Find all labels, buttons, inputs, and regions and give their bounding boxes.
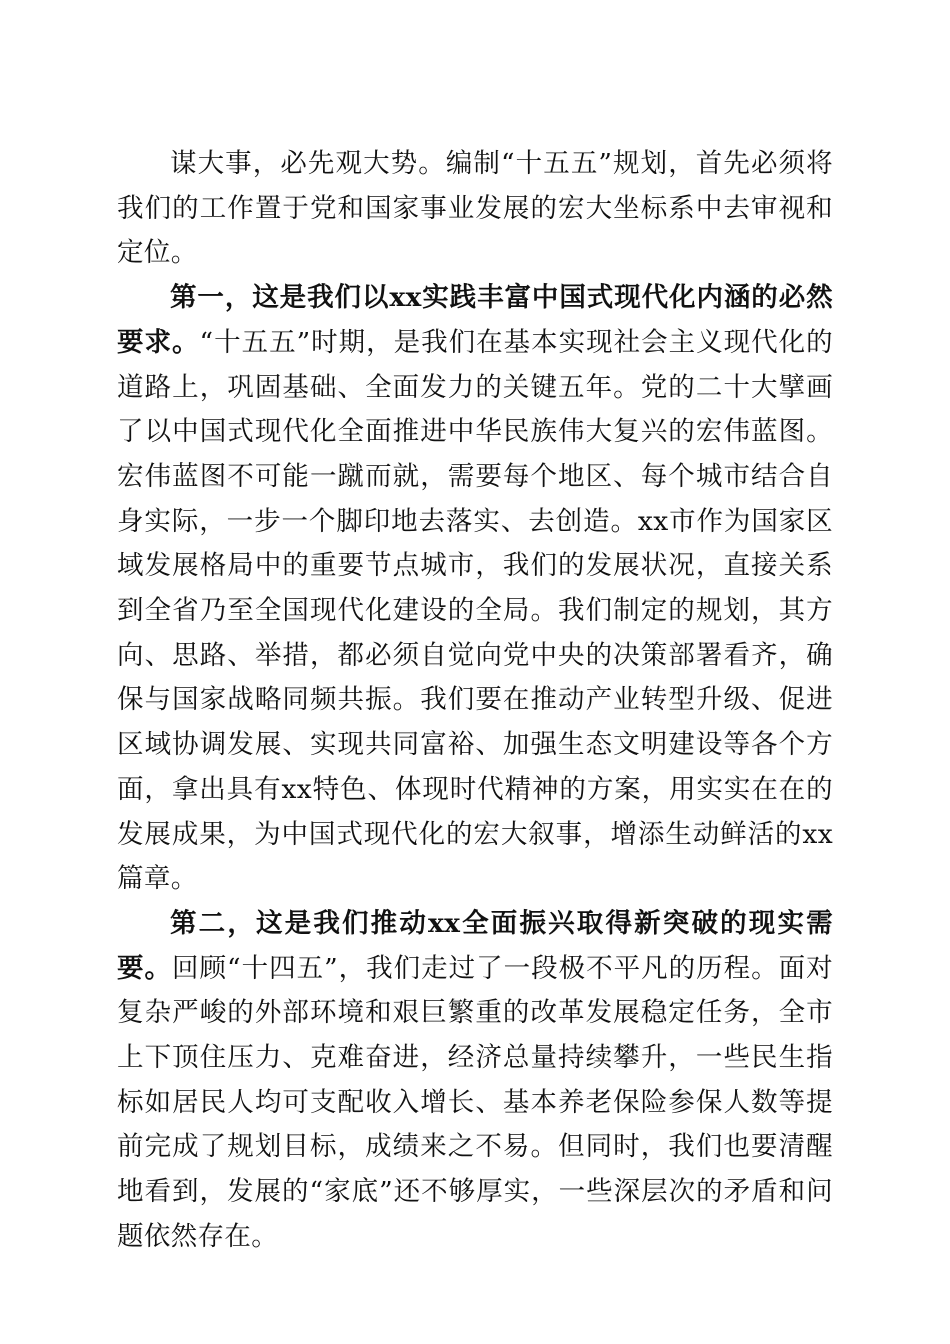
paragraph-second-lead: 第二，这是我们推动xx全面振兴取得新突破的现实需要。 [117, 907, 833, 984]
paragraph-intro [117, 142, 833, 276]
paragraph-first-lead: 第一，这是我们以xx实践丰富中国式现代化内涵的必然要求。 [117, 282, 833, 358]
paragraph-second [117, 902, 833, 1260]
paragraph-first-text: “十五五”时期，是我们在基本实现社会主义现代化的道路上，巩固基础、全面发力的关键五年。党的二十大擘画了以中国式现代化全面推进中华民族伟大复兴的宏伟蓝图。宏伟蓝图不可能一蹴而就，需要每个地区、每个城市结合自身实际，一步一个脚印地去落实、去创造。xx市作为国家区域发展格局中的重要节点城市，我们的发展状况，直接关系到全省乃至全国现代化建设的全局。我们制定的规划，其方向、思路、举措，都必须自觉向党中央的决策部署看齐，确保与国家战略同频共振。我们要在推动产业转型升级、促进区域协调发展、实现共同富裕、加强生态文明建设等各个方面，拿出具有xx特色、体现时代精神的方案，用实实在在的发展成果，为中国式现代化的宏大叙事，增添生动鲜活的xx篇章。 [117, 326, 833, 895]
paragraph-first [117, 276, 833, 902]
document-body [117, 142, 833, 1260]
paragraph-intro-text: 谋大事，必先观大势。编制“十五五”规划，首先必须将我们的工作置于党和国家事业发展的宏大坐标系中去审视和定位。 [117, 148, 833, 269]
paragraph-second-text: 回顾“十四五”，我们走过了一段极不平凡的历程。面对复杂严峻的外部环境和艰巨繁重的改革发展稳定任务，全市上下顶住压力、克难奋进，经济总量持续攀升，一些民生指标如居民人均可支配收入增长、基本养老保险参保人数等提前完成了规划目标，成绩来之不易。但同时，我们也要清醒地看到，发展的“家底”还不够厚实，一些深层次的矛盾和问题依然存在。 [117, 952, 833, 1252]
